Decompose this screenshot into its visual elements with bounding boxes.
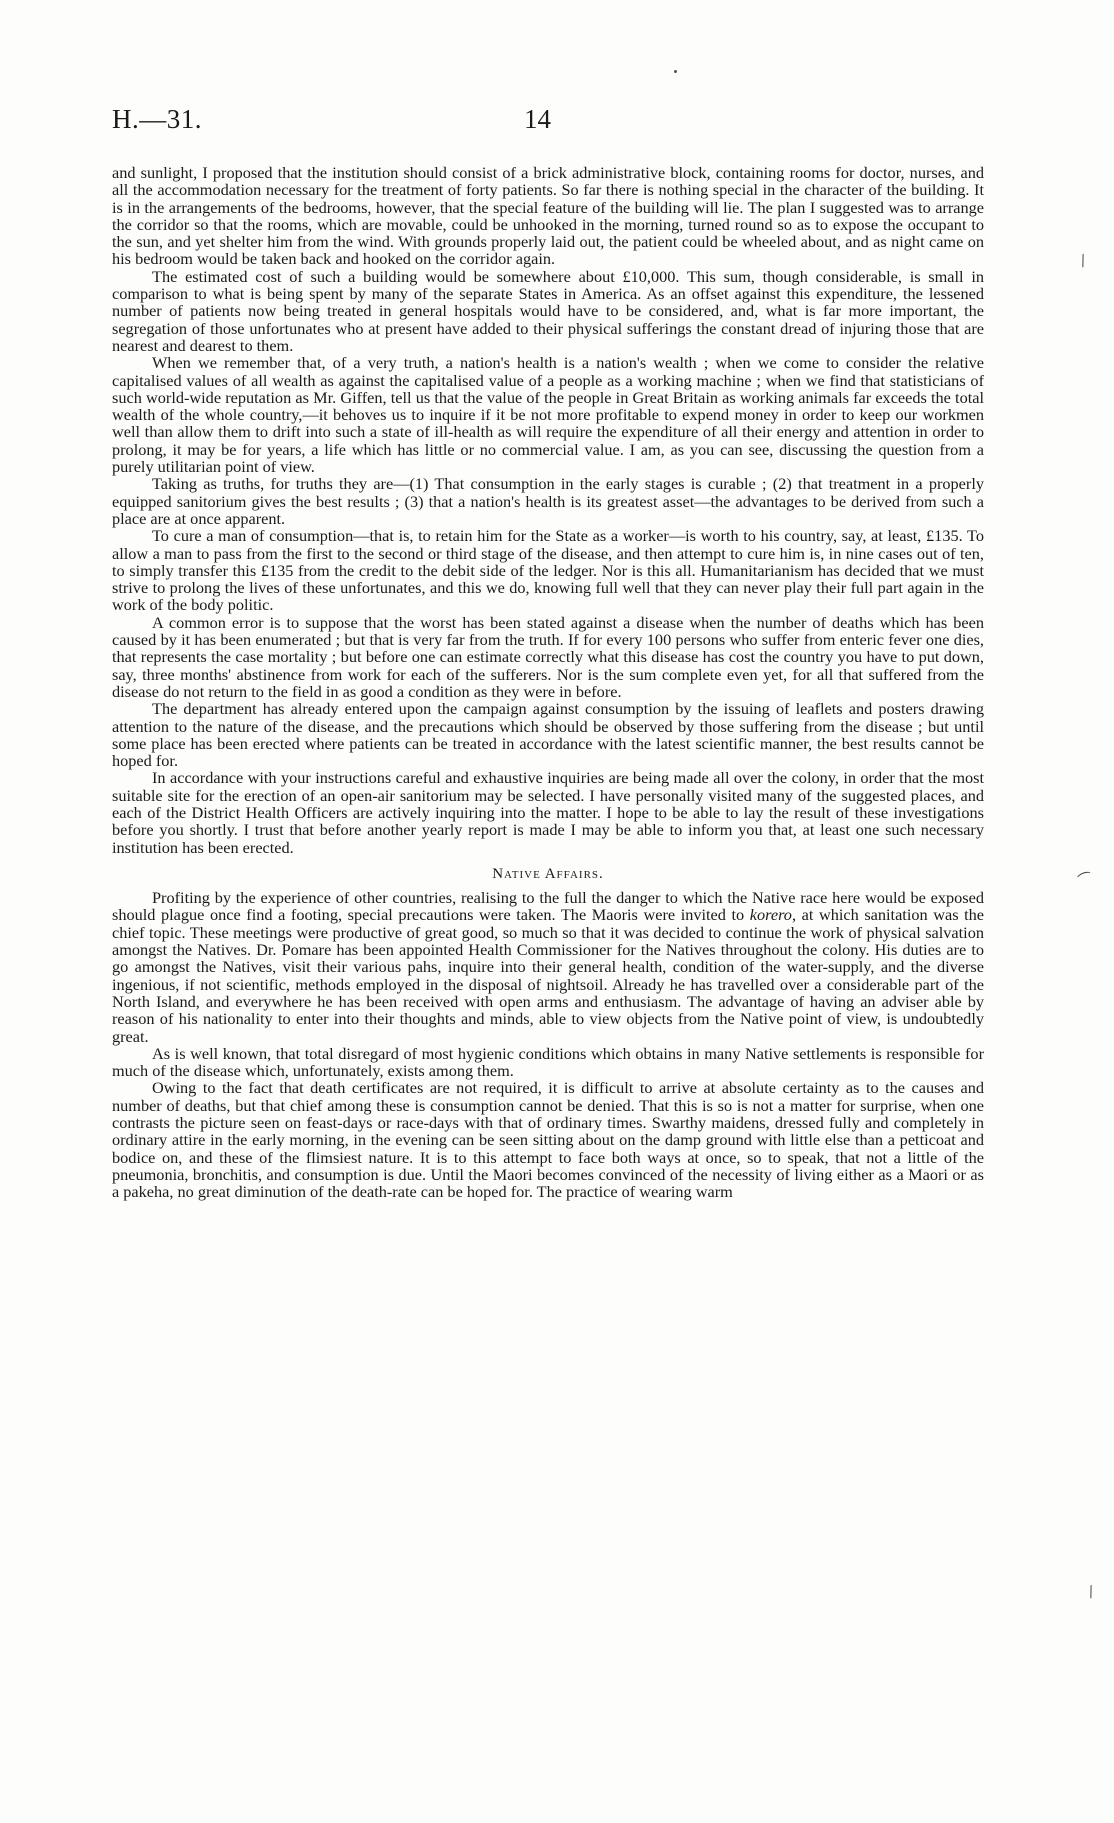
body-text [112,164,984,1201]
paragraph: When we remember that, of a very truth, a nation's health is a nation's wealth ; when we come to consider the relative capitalised values of all wealth as against the capitalised value of a people as a working machine ; when we find that statisticians of such world-wide reputation as Mr. Giffen, tell us that the value of the people in Great Britain as working animals far exceeds the total wealth of the whole country,—it behoves us to inquire if it be not more profitable to expend money in order to keep our workmen well than allow them to drift into such a state of ill-health as will require the expenditure of all their energy and attention in order to prolong, it may be for years, a life which has little or no commercial value. I am, as you can see, discussing the question from a purely utilitarian point of view. [112,353,984,477]
document-reference: H.—31. [112,104,202,134]
paragraph-text: Profiting by the experience of other countries, realising to the full the danger to which the Native race here would be exposed should plague once find a footing, special precautions were taken. The Maoris were invited to [112,888,984,925]
paragraph: and sunlight, I proposed that the institution should consist of a brick administrative block, containing rooms for doctor, nurses, and all the accommodation necessary for the treatment of forty patients. So far there is nothing special in the character of the building. It is in the arrangements of the bedrooms, however, that the special feature of the building will lie. The plan I suggested was to arrange the corridor so that the rooms, which are movable, could be unhooked in the morning, turned round so as to expose the occupant to the sun, and yet shelter him from the wind. With grounds properly laid out, the patient could be wheeled about, and as night came on his bedroom would be taken back and hooked on the corridor again. [112,163,984,269]
margin-tick-mark: ⁄ [1085,1583,1097,1601]
paragraph: To cure a man of consumption—that is, to retain him for the State as a worker—is worth to his country, say, at least, £135. To allow a man to pass from the first to the second or third stage of the disease, and then attempt to cure him is, in nine cases out of ten, to simply transfer this £135 from the credit to the debit side of the ledger. Nor is this all. Humanitarianism has decided that we must strive to prolong the lives of these unfortunates, and this we do, knowing full well that they can never play their full part again in the work of the body politic. [112,526,984,615]
paragraph: In accordance with your instructions careful and exhaustive inquiries are being made all over the colony, in order that the most suitable site for the erection of an open-air sanitorium may be selected. I have personally visited many of the suggested places, and each of the District Health Officers are actively inquiring into the matter. I hope to be able to lay the result of these investigations before you shortly. I trust that before another yearly report is made I may be able to inform you that, at least one such necessary institution has been erected. [112,768,984,857]
paragraph-text: , at which sanitation was the chief topic. These meetings were productive of great good, so much so that it was decided to continue the work of physical salvation amongst the Natives. Dr. Pomare has been appointed Health Commissioner for the Natives throughout the colony. His duties are to go amongst the Natives, visit their various pahs, inquire into their general health, condition of the water-supply, and the diverse ingenious, if not scientific, methods employed in the disposal of nightsoil. Already he has travelled over a considerable part of the North Island, and everywhere he has been received with open arms and enthusiasm. The advantage of having an adviser able by reason of his nationality to enter into their thoughts and minds, able to view objects from the Native point of view, is undoubtedly great. [112,905,984,1046]
page-header [112,104,992,140]
margin-tick-mark: ⁀ [1077,870,1095,892]
scan-dot-mark [674,70,677,73]
paragraph: Taking as truths, for truths they are—(1) That consumption in the early stages is curable ; (2) that treatment in a properly equipped sanitorium gives the best results ; (3) that a nation's health is its greatest asset—the advantages to be derived from such a place are at once apparent. [112,474,984,528]
paragraph: The estimated cost of such a building would be somewhere about £10,000. This sum, though considerable, is small in comparison to what is being spent by many of the separate States in America. As an offset against this expenditure, the lessened number of patients now being treated in general hospitals would have to be considered, and, what is far more important, the segregation of those unfortunates who at present have added to their physical sufferings the constant dread of injuring those that are nearest and dearest to them. [112,266,984,355]
section-heading: Native Affairs. [492,865,604,882]
paragraph [112,889,984,1045]
paragraph-text: As is well known, that total disregard of most hygienic conditions which obtains in many Native settlements is responsible for much of the disease which, unfortunately, exists among them. [112,1043,984,1081]
paragraph-italic-term: korero [749,905,792,925]
page-number: 14 [524,104,551,134]
margin-tick-mark: ⁄ [1077,252,1089,270]
paragraph-text: Owing to the fact that death certificates are not required, it is difficult to arrive at absolute certainty as to the causes and number of deaths, but that chief among these is consumption cannot be denied. That this is so is not a matter for surprise, when one contrasts the picture seen on feast-days or race-days with that of ordinary times. Swarthy maidens, dressed fully and completely in ordinary attire in the early morning, in the evening can be seen sitting about on the damp ground with little else than a petticoat and bodice on, and these of the flimsiest nature. It is to this attempt to face both ways at once, so to speak, that not a little of the pneumonia, bronchitis, and consumption is due. Until the Maori becomes convinced of the necessity of living either as a Maori or as a pakeha, no great diminution of the death-rate can be hoped for. The practice of wearing warm [112,1078,984,1202]
paragraph: A common error is to suppose that the worst has been stated against a disease when the number of deaths which has been caused by it has been enumerated ; but that is very far from the truth. If for every 100 persons who suffer from enteric fever one dies, that represents the case mortality ; but before one can estimate correctly what this disease has cost the country you have to put down, say, three months' abstinence from work for each of the sufferers. Nor is the sum complete even yet, for all that suffered from the disease do not return to the field in as good a condition as they were in before. [112,612,984,701]
paragraph [112,1045,984,1080]
paragraph: The department has already entered upon the campaign against consumption by the issuing of leaflets and posters drawing attention to the nature of the disease, and the precautions which should be observed by those suffering from the disease ; but until some place has been erected where patients can be treated in accordance with the latest scientific manner, the best results cannot be hoped for. [112,699,984,771]
paragraph [112,1079,984,1200]
